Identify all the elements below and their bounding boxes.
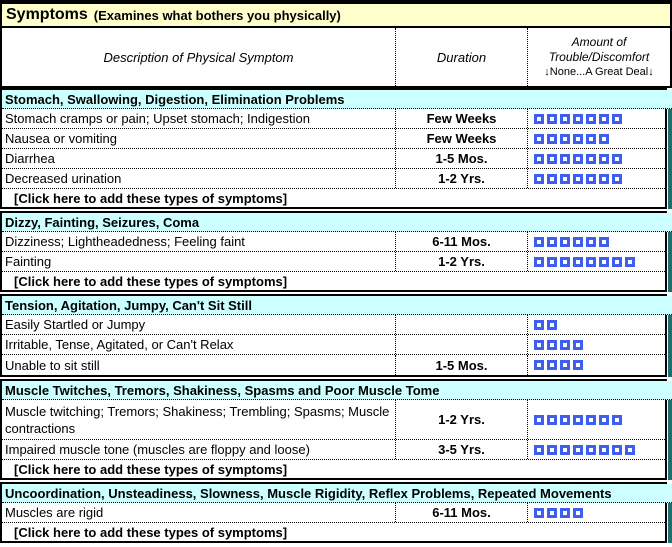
rating-square[interactable] <box>547 320 557 330</box>
rating-square[interactable] <box>625 445 635 455</box>
rating-cell[interactable] <box>528 129 665 148</box>
symptom-row <box>2 232 665 252</box>
rating-square[interactable] <box>599 174 609 184</box>
rating-square[interactable] <box>547 415 557 425</box>
rating-square[interactable] <box>560 134 570 144</box>
rating-square[interactable] <box>599 257 609 267</box>
duration-cell[interactable]: 1-5 Mos. <box>396 355 528 375</box>
section-header: Dizzy, Fainting, Seizures, Coma <box>2 213 672 232</box>
rating-square[interactable] <box>612 257 622 267</box>
rating-square[interactable] <box>612 445 622 455</box>
rating-square[interactable] <box>573 174 583 184</box>
rating-square[interactable] <box>547 114 557 124</box>
rating-square[interactable] <box>599 237 609 247</box>
form-subtitle: (Examines what bothers you physically) <box>93 7 341 23</box>
amount-header-line2: Trouble/Discomfort <box>548 49 650 64</box>
rating-square[interactable] <box>534 237 544 247</box>
column-header-description: Description of Physical Symptom <box>2 28 396 86</box>
column-header-duration: Duration <box>396 28 528 86</box>
rating-square[interactable] <box>599 154 609 164</box>
rating-square[interactable] <box>534 508 544 518</box>
rating-square[interactable] <box>534 154 544 164</box>
rating-square[interactable] <box>547 340 557 350</box>
symptom-description: Nausea or vomiting <box>2 129 396 148</box>
duration-cell[interactable]: 6-11 Mos. <box>396 503 528 522</box>
rating-square[interactable] <box>560 174 570 184</box>
symptom-row <box>2 400 665 440</box>
symptom-row <box>2 503 665 523</box>
rating-cell[interactable] <box>528 252 665 271</box>
rating-square[interactable] <box>612 154 622 164</box>
rating-cell[interactable] <box>528 503 665 522</box>
duration-cell[interactable]: 1-5 Mos. <box>396 149 528 168</box>
column-header-row <box>0 28 672 88</box>
symptom-description: Muscles are rigid <box>2 503 396 522</box>
rating-square[interactable] <box>534 320 544 330</box>
symptom-section <box>0 482 667 543</box>
rating-square[interactable] <box>586 114 596 124</box>
rating-square[interactable] <box>534 340 544 350</box>
rating-square[interactable] <box>573 257 583 267</box>
rating-square[interactable] <box>547 174 557 184</box>
section-header: Stomach, Swallowing, Digestion, Elimination Problems <box>2 90 672 109</box>
rating-square[interactable] <box>547 445 557 455</box>
rating-square[interactable] <box>547 257 557 267</box>
symptom-description: Decreased urination <box>2 169 396 188</box>
rating-square[interactable] <box>612 174 622 184</box>
duration-cell[interactable]: 6-11 Mos. <box>396 232 528 251</box>
duration-cell[interactable]: 1-2 Yrs. <box>396 169 528 188</box>
form-title-bar <box>0 0 672 28</box>
rating-cell[interactable] <box>528 109 665 128</box>
symptom-description: Muscle twitching; Tremors; Shakiness; Trembling; Spasms; Muscle contractions <box>2 400 396 439</box>
rating-square[interactable] <box>547 508 557 518</box>
rating-square[interactable] <box>560 508 570 518</box>
duration-cell[interactable]: 3-5 Yrs. <box>396 440 528 459</box>
symptom-row <box>2 252 665 272</box>
rating-square[interactable] <box>586 237 596 247</box>
symptom-row <box>2 129 665 149</box>
section-header: Muscle Twitches, Tremors, Shakiness, Spasms and Poor Muscle Tome <box>2 381 672 400</box>
symptom-description: Irritable, Tense, Agitated, or Can't Relax <box>2 335 396 354</box>
rating-square[interactable] <box>560 340 570 350</box>
rating-cell[interactable] <box>528 355 665 375</box>
symptom-row <box>2 315 665 335</box>
rating-square[interactable] <box>560 114 570 124</box>
rating-square[interactable] <box>560 445 570 455</box>
rating-square[interactable] <box>573 154 583 164</box>
rating-square[interactable] <box>586 134 596 144</box>
rating-square[interactable] <box>612 415 622 425</box>
amount-header-line1: Amount of <box>571 34 627 49</box>
rating-square[interactable] <box>534 114 544 124</box>
rating-square[interactable] <box>586 174 596 184</box>
rating-square[interactable] <box>586 154 596 164</box>
rating-square[interactable] <box>573 237 583 247</box>
rating-square[interactable] <box>573 114 583 124</box>
rating-cell[interactable] <box>528 149 665 168</box>
rating-square[interactable] <box>560 237 570 247</box>
symptom-description: Impaired muscle tone (muscles are floppy and loose) <box>2 440 396 459</box>
rating-square[interactable] <box>534 257 544 267</box>
add-symptoms-link[interactable]: [Click here to add these types of symptoms] <box>2 189 665 207</box>
rating-square[interactable] <box>573 360 583 370</box>
rating-square[interactable] <box>547 134 557 144</box>
symptom-description: Stomach cramps or pain; Upset stomach; Indigestion <box>2 109 396 128</box>
rating-square[interactable] <box>573 508 583 518</box>
rating-square[interactable] <box>534 174 544 184</box>
rating-square[interactable] <box>599 445 609 455</box>
rating-cell[interactable] <box>528 169 665 188</box>
duration-cell[interactable] <box>396 315 528 334</box>
rating-square[interactable] <box>560 415 570 425</box>
column-header-amount <box>528 28 670 86</box>
symptom-section <box>0 211 667 292</box>
rating-square[interactable] <box>547 360 557 370</box>
symptom-row <box>2 109 665 129</box>
section-header: Uncoordination, Unsteadiness, Slowness, Muscle Rigidity, Reflex Problems, Repeated Movements <box>2 484 672 503</box>
amount-scale-label: ↓None...A Great Deal↓ <box>544 65 654 78</box>
duration-cell[interactable]: 1-2 Yrs. <box>396 400 528 439</box>
symptom-description: Dizziness; Lightheadedness; Feeling faint <box>2 232 396 251</box>
symptom-row <box>2 355 665 375</box>
rating-square[interactable] <box>534 445 544 455</box>
rating-cell[interactable] <box>528 315 665 334</box>
symptom-description: Unable to sit still <box>2 355 396 375</box>
symptom-section <box>0 88 667 209</box>
duration-cell[interactable] <box>396 335 528 354</box>
rating-square[interactable] <box>573 340 583 350</box>
rating-square[interactable] <box>547 237 557 247</box>
symptom-description: Easily Startled or Jumpy <box>2 315 396 334</box>
rating-square[interactable] <box>560 360 570 370</box>
add-symptoms-link[interactable]: [Click here to add these types of symptoms] <box>2 523 665 541</box>
section-header: Tension, Agitation, Jumpy, Can't Sit Still <box>2 296 672 315</box>
rating-cell[interactable] <box>528 335 665 354</box>
rating-square[interactable] <box>547 154 557 164</box>
rating-square[interactable] <box>586 445 596 455</box>
rating-square[interactable] <box>599 134 609 144</box>
rating-square[interactable] <box>599 114 609 124</box>
rating-square[interactable] <box>560 154 570 164</box>
rating-square[interactable] <box>573 134 583 144</box>
rating-cell[interactable] <box>528 440 665 459</box>
rating-cell[interactable] <box>528 232 665 251</box>
duration-cell[interactable]: Few Weeks <box>396 129 528 148</box>
symptom-row <box>2 149 665 169</box>
symptom-section <box>0 379 667 480</box>
rating-cell[interactable] <box>528 400 665 439</box>
rating-square[interactable] <box>586 415 596 425</box>
rating-square[interactable] <box>573 445 583 455</box>
rating-square[interactable] <box>599 415 609 425</box>
form-title: Symptoms <box>6 6 88 23</box>
add-symptoms-link[interactable]: [Click here to add these types of symptoms] <box>2 272 665 290</box>
rating-square[interactable] <box>534 415 544 425</box>
rating-square[interactable] <box>534 360 544 370</box>
rating-square[interactable] <box>586 257 596 267</box>
duration-cell[interactable]: 1-2 Yrs. <box>396 252 528 271</box>
sections-container <box>0 88 672 543</box>
symptom-description: Fainting <box>2 252 396 271</box>
symptom-section <box>0 294 667 377</box>
duration-cell[interactable]: Few Weeks <box>396 109 528 128</box>
symptom-row <box>2 169 665 189</box>
rating-square[interactable] <box>534 134 544 144</box>
rating-square[interactable] <box>625 257 635 267</box>
rating-square[interactable] <box>612 114 622 124</box>
rating-square[interactable] <box>560 257 570 267</box>
rating-square[interactable] <box>573 415 583 425</box>
symptom-description: Diarrhea <box>2 149 396 168</box>
add-symptoms-link[interactable]: [Click here to add these types of symptoms] <box>2 460 665 478</box>
symptom-row <box>2 440 665 460</box>
symptom-row <box>2 335 665 355</box>
